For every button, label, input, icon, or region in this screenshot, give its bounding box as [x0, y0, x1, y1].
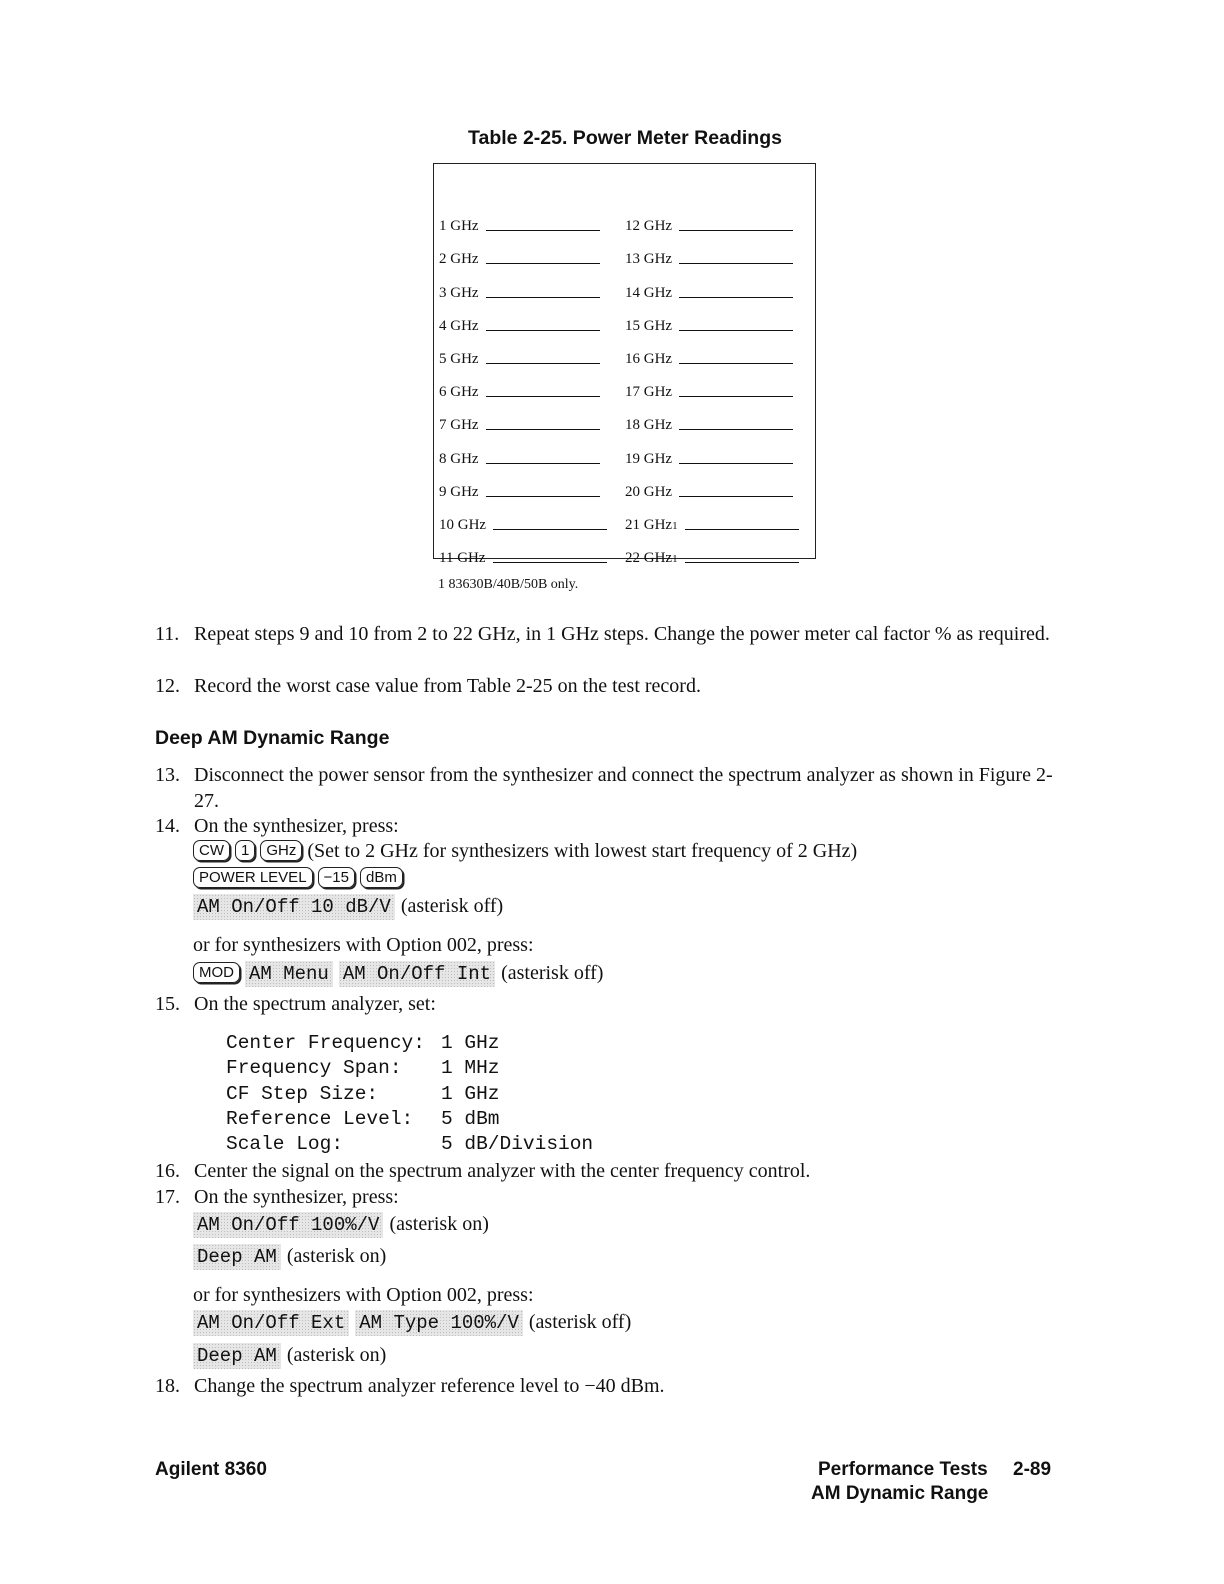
am-on-off-int-softkey[interactable]: AM On/Off Int [339, 961, 495, 987]
step-text: Record the worst case value from Table 2-25 on the test record. [194, 675, 701, 697]
reading-row [439, 202, 607, 235]
frequency-label: 18 GHz [625, 417, 673, 434]
frequency-label: 14 GHz [625, 284, 673, 301]
frequency-label: 8 GHz [439, 450, 479, 467]
softkey-sequence-deep-am-2 [193, 1343, 386, 1369]
digit-1-key[interactable]: 1 [235, 840, 255, 861]
reading-row [625, 268, 799, 301]
table-footnote: 1 83630B/40B/50B only. [438, 577, 579, 592]
mod-key[interactable]: MOD [193, 962, 240, 983]
frequency-label: 6 GHz [439, 384, 479, 401]
key-note: (asterisk off) [400, 895, 504, 917]
reading-blank-field[interactable] [486, 262, 600, 264]
frequency-label: 11 GHz [439, 550, 486, 567]
option-002-text: or for synthesizers with Option 002, press: [193, 1284, 534, 1306]
reading-blank-field[interactable] [493, 561, 607, 563]
step-number: 12. [155, 675, 180, 697]
reading-row [439, 468, 607, 501]
reading-row [625, 468, 799, 501]
option-002-sequence [193, 961, 603, 987]
key-note: (Set to 2 GHz for synthesizers with lowest start frequency of 2 GHz) [307, 840, 858, 862]
step-number: 14. [155, 815, 180, 837]
option-002-sequence-ext [193, 1310, 631, 1336]
reading-blank-field[interactable] [679, 395, 793, 397]
reading-row [625, 202, 799, 235]
reading-blank-field[interactable] [486, 495, 600, 497]
minus-15-key[interactable]: −15 [318, 867, 355, 888]
step-text: Change the spectrum analyzer reference level to −40 dBm. [194, 1375, 665, 1397]
setting-value: 5 dB/Division [441, 1133, 594, 1155]
footer-page-number: 2-89 [1013, 1459, 1052, 1480]
setting-label: Frequency Span: [226, 1057, 402, 1079]
reading-blank-field[interactable] [679, 462, 793, 464]
reading-row [439, 534, 607, 567]
softkey-sequence-deep-am [193, 1244, 386, 1270]
ghz-key[interactable]: GHz [260, 840, 302, 861]
frequency-label: 5 GHz [439, 350, 479, 367]
reading-row [625, 534, 799, 567]
frequency-label: 17 GHz [625, 384, 673, 401]
footer-product: Agilent 8360 [155, 1459, 267, 1480]
reading-blank-field[interactable] [486, 229, 600, 231]
frequency-label: 20 GHz [625, 483, 673, 500]
frequency-label: 19 GHz [625, 450, 673, 467]
am-on-off-ext-softkey[interactable]: AM On/Off Ext [193, 1310, 349, 1336]
reading-blank-field[interactable] [486, 329, 600, 331]
reading-row [625, 401, 799, 434]
reading-row [625, 335, 799, 368]
key-note: (asterisk on) [286, 1344, 387, 1366]
key-note: (asterisk on) [389, 1213, 489, 1235]
frequency-label: 2 GHz [439, 251, 479, 268]
reading-blank-field[interactable] [679, 262, 793, 264]
setting-value: 5 dBm [441, 1108, 500, 1130]
step-text: On the synthesizer, press: [194, 1186, 399, 1208]
am-on-off-10db-softkey[interactable]: AM On/Off 10 dB/V [193, 894, 395, 920]
step-number: 11. [155, 623, 180, 645]
key-sequence-power [193, 867, 408, 890]
reading-blank-field[interactable] [486, 428, 600, 430]
key-note: (asterisk on) [286, 1245, 387, 1267]
reading-blank-field[interactable] [679, 296, 793, 298]
setting-value: 1 GHz [441, 1032, 500, 1054]
reading-blank-field[interactable] [685, 528, 799, 530]
reading-row [625, 235, 799, 268]
step-text: Center the signal on the spectrum analyzer with the center frequency control. [194, 1160, 811, 1182]
reading-blank-field[interactable] [493, 528, 607, 530]
reading-blank-field[interactable] [486, 362, 600, 364]
reading-blank-field[interactable] [679, 329, 793, 331]
reading-blank-field[interactable] [679, 362, 793, 364]
frequency-label: 1 GHz [439, 218, 479, 235]
analyzer-setting [226, 1083, 500, 1105]
deep-am-softkey[interactable]: Deep AM [193, 1244, 281, 1270]
reading-blank-field[interactable] [679, 428, 793, 430]
table-title: Table 2-25. Power Meter Readings [468, 127, 782, 149]
footnote-marker: 1 [672, 553, 678, 566]
reading-blank-field[interactable] [679, 229, 793, 231]
setting-value: 1 MHz [441, 1057, 500, 1079]
am-on-off-100-softkey[interactable]: AM On/Off 100%/V [193, 1212, 383, 1238]
reading-row [439, 302, 607, 335]
table-right-column [625, 202, 799, 567]
key-sequence-cw [193, 840, 857, 863]
frequency-label: 3 GHz [439, 284, 479, 301]
reading-row [439, 434, 607, 467]
frequency-label: 9 GHz [439, 483, 479, 500]
step-text: Disconnect the power sensor from the synthesizer and connect the spectrum analyzer as shown in Figure 2-27. [194, 764, 1053, 812]
footer-chapter: Performance Tests [818, 1459, 988, 1480]
am-type-100-softkey[interactable]: AM Type 100%/V [355, 1310, 523, 1336]
section-heading: Deep AM Dynamic Range [155, 727, 390, 749]
analyzer-setting [226, 1057, 500, 1079]
reading-row [439, 368, 607, 401]
reading-row [625, 368, 799, 401]
setting-value: 1 GHz [441, 1083, 500, 1105]
setting-label: Center Frequency: [226, 1032, 425, 1054]
step-number: 17. [155, 1186, 180, 1208]
footer-section: AM Dynamic Range [811, 1483, 989, 1504]
reading-row [439, 268, 607, 301]
step-text: Repeat steps 9 and 10 from 2 to 22 GHz, in 1 GHz steps. Change the power meter cal factor % as required. [194, 623, 1050, 645]
table-left-column [439, 202, 607, 567]
step-number: 15. [155, 993, 180, 1015]
frequency-label: 16 GHz [625, 350, 673, 367]
step-text: On the spectrum analyzer, set: [194, 993, 436, 1015]
setting-label: CF Step Size: [226, 1083, 379, 1105]
reading-row [439, 235, 607, 268]
step-number: 13. [155, 764, 180, 786]
frequency-label: 4 GHz [439, 317, 479, 334]
analyzer-setting [226, 1108, 500, 1130]
frequency-label: 12 GHz [625, 218, 673, 235]
footnote-marker: 1 [672, 519, 678, 532]
option-002-text: or for synthesizers with Option 002, press: [193, 934, 534, 956]
power-level-key[interactable]: POWER LEVEL [193, 867, 313, 888]
frequency-label: 22 GHz [625, 550, 673, 567]
setting-label: Scale Log: [226, 1133, 344, 1155]
frequency-label: 7 GHz [439, 417, 479, 434]
reading-row [625, 434, 799, 467]
analyzer-setting [226, 1133, 594, 1155]
reading-blank-field[interactable] [685, 561, 799, 563]
reading-row [439, 501, 607, 534]
setting-label: Reference Level: [226, 1108, 414, 1130]
reading-blank-field[interactable] [486, 395, 600, 397]
step-number: 16. [155, 1160, 180, 1182]
am-menu-softkey[interactable]: AM Menu [245, 961, 333, 987]
key-note: (asterisk off) [528, 1311, 632, 1333]
analyzer-setting [226, 1032, 500, 1054]
frequency-label: 21 GHz [625, 516, 673, 533]
reading-row [439, 401, 607, 434]
power-meter-readings-table [433, 163, 816, 567]
step-number: 18. [155, 1375, 180, 1397]
reading-blank-field[interactable] [486, 462, 600, 464]
key-note: (asterisk off) [501, 962, 604, 984]
dbm-key[interactable]: dBm [360, 867, 403, 888]
frequency-label: 13 GHz [625, 251, 673, 268]
frequency-label: 10 GHz [439, 516, 487, 533]
reading-blank-field[interactable] [486, 296, 600, 298]
deep-am-softkey[interactable]: Deep AM [193, 1343, 281, 1369]
cw-key[interactable]: CW [193, 840, 230, 861]
reading-row [439, 335, 607, 368]
softkey-sequence-am100 [193, 1212, 489, 1238]
step-text: On the synthesizer, press: [194, 815, 399, 837]
softkey-sequence-am [193, 894, 503, 920]
reading-row [625, 302, 799, 335]
reading-row [625, 501, 799, 534]
reading-blank-field[interactable] [679, 495, 793, 497]
frequency-label: 15 GHz [625, 317, 673, 334]
